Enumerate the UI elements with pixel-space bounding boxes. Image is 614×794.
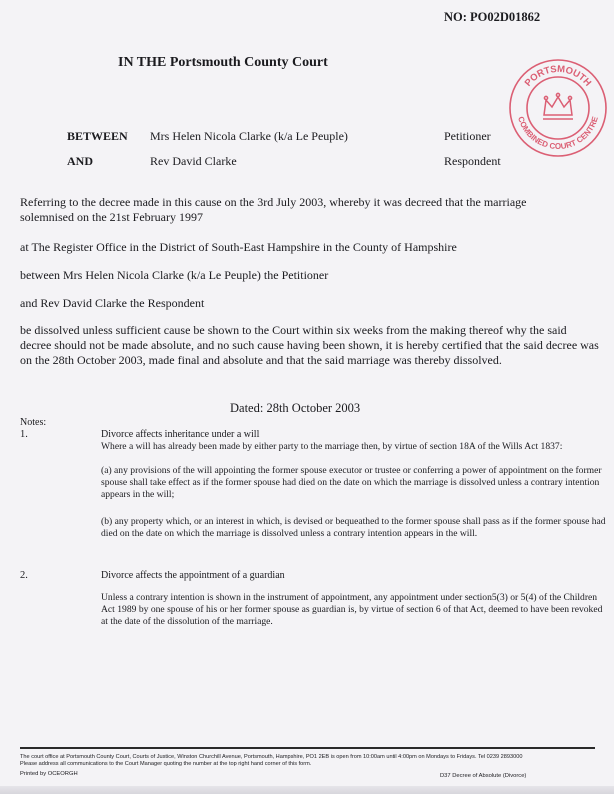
petitioner-role: Petitioner [444,129,491,143]
note-1-point-a: (a) any provisions of the will appointing the former spouse executor or trustee or conferring a power of appointment on the former spouse shall take effect as if the former spouse had died on the date on which the marriage is dissolved unless a contrary intention appears in the will; [101,465,602,501]
certification-paragraph: be dissolved unless sufficient cause be shown to the Court within six weeks from the making thereof why the said decree should not be made absolute, and no such cause having been shown, it is hereby certified that the said decree was on the 28th October 2003, made final and absolute and that the said marriage was thereby dissolved. [20,323,599,367]
respondent-name: Rev David Clarke [150,154,237,168]
case-number: NO: PO02D01862 [444,10,541,24]
notes-label: Notes: [20,417,47,428]
note-1-point-b: (b) any property which, or an interest in which, is devised or bequeathed to the former spouse shall pass as if the former spouse had died on the date on which the marriage is dissolved unless a contrary intention appears in the will. [101,516,606,540]
footer-divider [20,747,595,749]
seal-top-text: PORTSMOUTH [522,63,594,89]
dated-line: Dated: 28th October 2003 [230,401,361,415]
between-label: BETWEEN [67,129,128,143]
note-1-intro: Where a will has already been made by either party to the marriage then, by virtue of section 18A of the Wills Act 1837: [101,441,563,452]
between-paragraph: between Mrs Helen Nicola Clarke (k/a Le Peuple) the Petitioner [20,268,329,282]
respondent-role: Respondent [444,154,501,168]
and-paragraph: and Rev David Clarke the Respondent [20,296,205,310]
decree-reference-paragraph: Referring to the decree made in this cause on the 3rd July 2003, whereby it was decreed that the marriage solemnised on the 21st February 1997 [20,195,527,224]
and-label: AND [67,154,93,168]
footer-printed-by: Printed by OCEORGH [20,771,78,777]
petitioner-name: Mrs Helen Nicola Clarke (k/a Le Peuple) [150,129,348,143]
crown-icon [543,93,573,119]
seal-bottom-text: COMBINED COURT CENTRE [516,115,600,152]
footer-form-reference: D37 Decree of Absolute (Divorce) [440,773,527,779]
note-1-heading: Divorce affects inheritance under a will [101,429,260,440]
note-1-number: 1. [20,429,28,440]
note-2-heading: Divorce affects the appointment of a guardian [101,570,285,581]
footer-office-text: The court office at Portsmouth County Court, Courts of Justice, Winston Churchill Avenue, Portsmouth, Hampshire, PO1 2EB is open from 10:00am until 4:00pm on Mondays to Fridays. Tel 0239 2893000 Please address all communications to the Court Manager quoting the number at the top right hand corner of this form. [20,754,523,767]
scan-edge [0,786,614,794]
court-title: IN THE Portsmouth County Court [118,55,328,70]
note-2-number: 2. [20,570,28,581]
court-seal-stamp [505,55,611,161]
note-2-body: Unless a contrary intention is shown in the instrument of appointment, any appointment under section5(3) or 5(4) of the Children Act 1989 by one spouse of his or her former spouse as guardian is, by virtue of section 6 of that Act, deemed to have been revoked at the date of the dissolution of the marriage. [101,592,603,628]
location-paragraph: at The Register Office in the District of South-East Hampshire in the County of Hampshire [20,240,457,254]
